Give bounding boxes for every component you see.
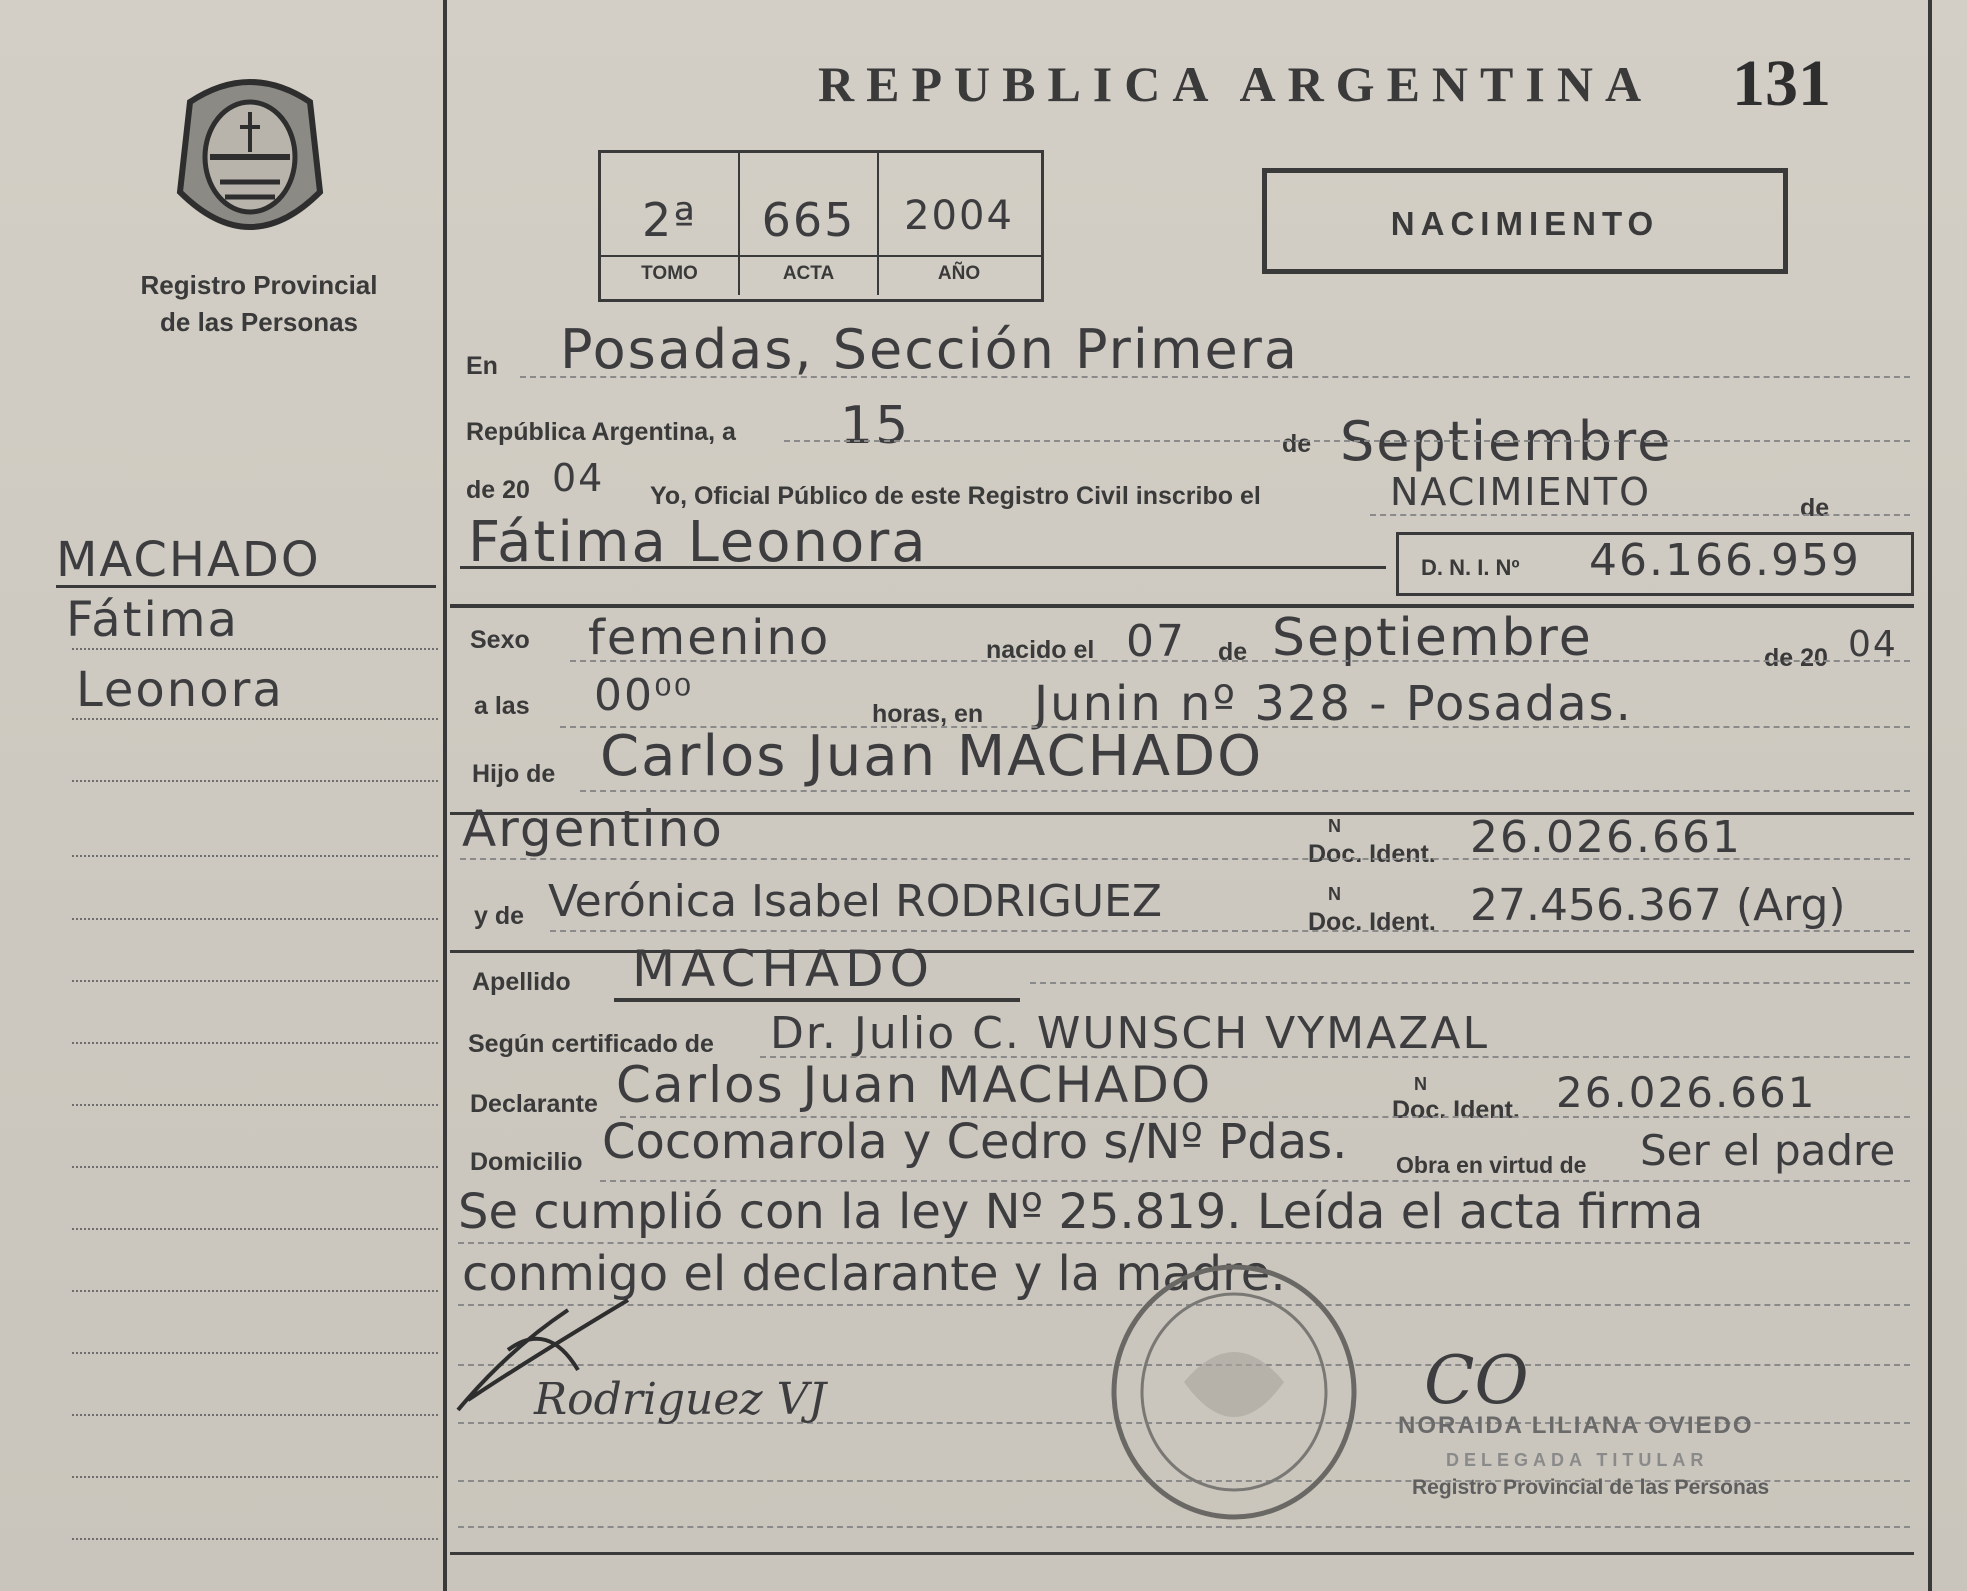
de-label-3: de xyxy=(1218,638,1248,666)
margin-rule xyxy=(72,918,438,920)
nat-fill-line xyxy=(460,858,1910,860)
segun-label: Según certificado de xyxy=(468,1030,714,1058)
birth-month-value: Septiembre xyxy=(1272,608,1593,668)
apellido-fill-line xyxy=(1030,982,1910,984)
mother-name-value: Verónica Isabel RODRIGUEZ xyxy=(548,876,1163,927)
left-signature-text: Rodriguez VJ xyxy=(534,1374,827,1425)
en-label: En xyxy=(466,352,498,380)
left-frame-line xyxy=(443,0,447,1591)
tomo-label: TOMO xyxy=(641,263,698,284)
bottom-divider xyxy=(450,1552,1914,1555)
en-place-value: Posadas, Sección Primera xyxy=(560,318,1299,381)
de-label: de xyxy=(1282,430,1312,458)
margin-rule xyxy=(72,980,438,982)
birthplace-value: Junin nº 328 - Posadas. xyxy=(1034,676,1633,732)
date-fill-line xyxy=(784,440,1910,442)
margin-given-name: Fátima xyxy=(66,592,239,648)
act-type-label: NACIMIENTO xyxy=(1390,205,1660,242)
declarante-value: Carlos Juan MACHADO xyxy=(616,1056,1213,1114)
republica-label: República Argentina, a xyxy=(466,418,736,446)
year-value: 04 xyxy=(552,456,605,500)
tomo-cell xyxy=(601,153,740,295)
tomo-value: 2ª xyxy=(642,193,697,247)
birth-year-value: 04 xyxy=(1848,624,1898,665)
declarante-doc-label: Doc. Ident. xyxy=(1392,1096,1520,1124)
registry-name-line2: de las Personas xyxy=(160,307,358,337)
birth-day-value: 07 xyxy=(1126,616,1186,667)
de-label-2: de xyxy=(1800,494,1830,522)
father-nationality: Argentino xyxy=(462,800,724,858)
birth-year-prefix: de 20 xyxy=(1764,644,1828,672)
obra-label: Obra en virtud de xyxy=(1396,1152,1587,1178)
registry-seal-icon xyxy=(170,72,330,244)
country-title: REPUBLICA ARGENTINA xyxy=(818,56,1654,112)
year-prefix: de 20 xyxy=(466,476,530,504)
section-divider xyxy=(450,604,1914,608)
margin-rule xyxy=(72,1476,438,1478)
record-box-divider xyxy=(601,255,1041,257)
margin-rule xyxy=(72,1104,438,1106)
alas-label: a las xyxy=(474,692,530,720)
mother-doc-label: Doc. Ident. xyxy=(1308,908,1436,936)
domicilio-fill-line xyxy=(600,1180,1910,1182)
father-name-value: Carlos Juan MACHADO xyxy=(600,724,1264,789)
mother-doc-sup: N xyxy=(1328,884,1341,904)
margin-rule xyxy=(72,1352,438,1354)
acta-cell xyxy=(740,153,879,295)
name-underline xyxy=(460,566,1386,569)
ano-value: 2004 xyxy=(904,193,1014,239)
sexo-value: femenino xyxy=(588,610,831,666)
apellido-label: Apellido xyxy=(472,968,571,996)
hijo-label: Hijo de xyxy=(472,760,556,788)
observation-line2: conmigo el declarante y la madre. xyxy=(462,1246,1286,1302)
obs-fill-line-1 xyxy=(458,1242,1910,1244)
sexo-fill-line xyxy=(570,660,1910,662)
official-title: DELEGADA TITULAR xyxy=(1446,1450,1709,1470)
father-doc-sup: N xyxy=(1328,816,1341,836)
official-stamp-icon xyxy=(1104,1262,1364,1522)
father-fill-line xyxy=(580,790,1910,792)
day-value: 15 xyxy=(840,396,911,456)
margin-middle-name: Leonora xyxy=(76,662,284,718)
apellido-value: MACHADO xyxy=(632,940,936,998)
record-box xyxy=(598,150,1044,302)
inscribo-label: Yo, Oficial Público de este Registro Civil inscribo el xyxy=(650,482,1261,510)
acta-label: ACTA xyxy=(782,263,835,284)
margin-rule xyxy=(72,1228,438,1230)
obs-fill-line-6 xyxy=(458,1526,1910,1528)
father-doc-label: Doc. Ident. xyxy=(1308,840,1436,868)
declarante-doc-sup: N xyxy=(1414,1074,1427,1094)
yde-label: y de xyxy=(474,902,525,930)
domicilio-label: Domicilio xyxy=(470,1148,583,1176)
sexo-label: Sexo xyxy=(470,626,530,654)
ano-cell xyxy=(879,153,1039,295)
official-name: NORAIDA LILIANA OVIEDO xyxy=(1398,1412,1754,1439)
mother-doc-value: 27.456.367 (Arg) xyxy=(1470,880,1846,931)
declarante-label: Declarante xyxy=(470,1090,598,1118)
mother-fill-line xyxy=(550,930,1910,932)
right-frame-line xyxy=(1928,0,1932,1591)
obra-value: Ser el padre xyxy=(1640,1126,1896,1175)
margin-surname: MACHADO xyxy=(56,532,321,588)
horas-en-label: horas, en xyxy=(872,700,984,728)
ano-label: AÑO xyxy=(937,263,981,284)
certificate-value: Dr. Julio C. WUNSCH VYMAZAL xyxy=(770,1008,1489,1059)
margin-rule xyxy=(72,648,438,650)
dni-value: 46.166.959 xyxy=(1589,535,1861,586)
margin-rule xyxy=(72,780,438,782)
acta-value: 665 xyxy=(761,193,856,247)
father-doc-value: 26.026.661 xyxy=(1470,812,1742,863)
margin-rule xyxy=(72,1166,438,1168)
hour-value: 00⁰⁰ xyxy=(594,670,694,721)
margin-rule xyxy=(72,718,438,720)
inscribo-fill-line xyxy=(1370,514,1910,516)
margin-rule xyxy=(72,1290,438,1292)
declarante-doc-value: 26.026.661 xyxy=(1556,1068,1817,1117)
margin-rule xyxy=(72,1042,438,1044)
name-value: Fátima Leonora xyxy=(468,510,928,575)
act-type-box xyxy=(1262,168,1788,274)
margin-rule xyxy=(72,1414,438,1416)
en-fill-line xyxy=(520,376,1910,378)
dni-box xyxy=(1396,532,1914,596)
official-office: Registro Provincial de las Personas xyxy=(1412,1476,1770,1499)
margin-rule xyxy=(72,1538,438,1540)
month-value: Septiembre xyxy=(1340,410,1673,473)
apellido-underline xyxy=(614,998,1020,1002)
page-number: 131 xyxy=(1732,47,1831,120)
dni-label: D. N. I. Nº xyxy=(1421,555,1520,580)
observation-line1: Se cumplió con la ley Nº 25.819. Leída el acta firma xyxy=(458,1184,1704,1240)
domicilio-value: Cocomarola y Cedro s/Nº Pdas. xyxy=(602,1114,1348,1170)
margin-rule xyxy=(72,855,438,857)
official-initials: CO xyxy=(1424,1342,1529,1419)
margin-underline xyxy=(56,585,436,588)
nacido-label: nacido el xyxy=(986,636,1095,664)
act-value: NACIMIENTO xyxy=(1390,470,1652,514)
registry-name-line1: Registro Provincial xyxy=(140,270,378,300)
